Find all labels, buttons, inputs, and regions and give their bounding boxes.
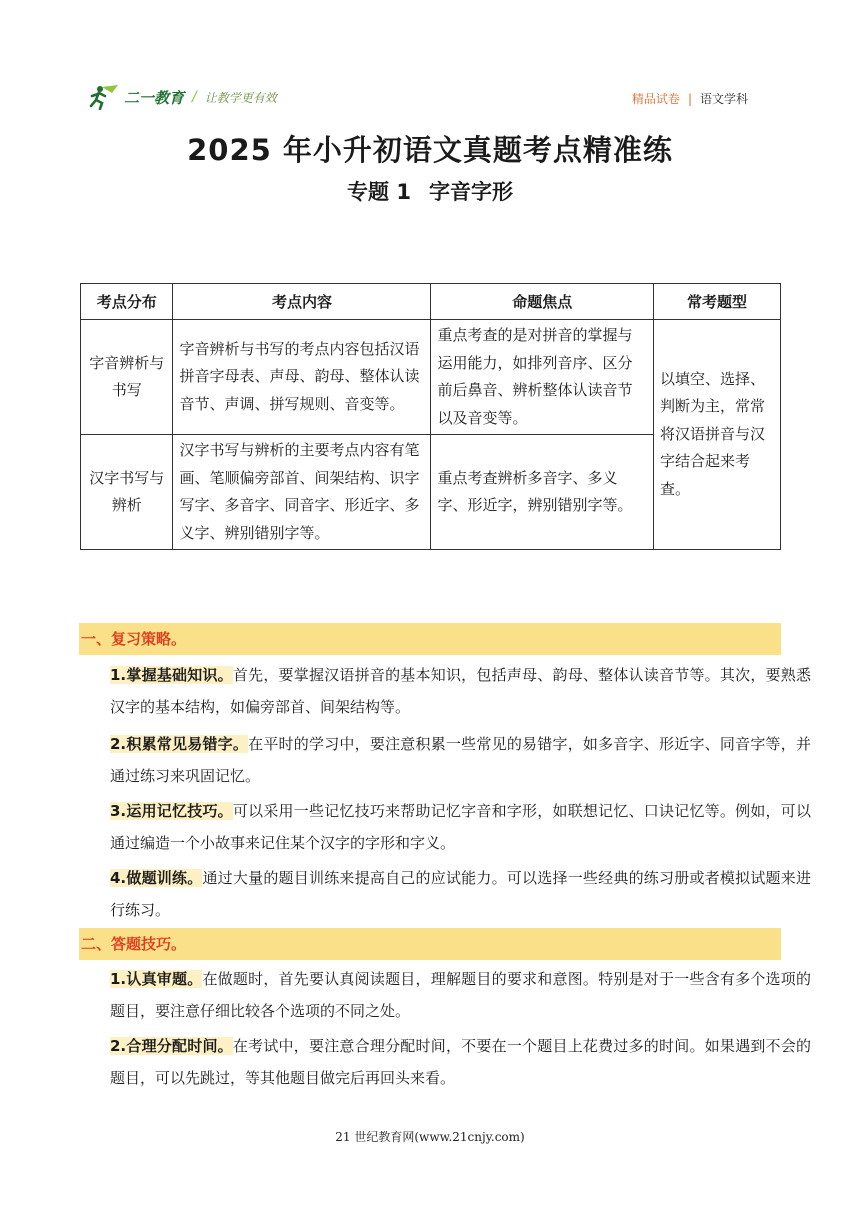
tag-premium-paper: 精品试卷: [631, 92, 680, 106]
table-header-row: [81, 284, 781, 320]
item-text: 可以采用一些记忆技巧来帮助记忆字音和字形，如联想记忆、口诀记忆等。例如，可以通过编造一个小故事来记住某个汉字的字形和字义。: [110, 802, 811, 852]
item-lead: 2.合理分配时间。: [110, 1037, 233, 1055]
section-heading-review: 一、复习策略。: [79, 623, 781, 655]
item-text: 通过大量的题目训练来提高自己的应试能力。可以选择一些经典的练习册或者模拟试题来进行练习。: [110, 869, 811, 919]
page-subtitle: [0, 176, 860, 206]
item-lead: 4.做题训练。: [110, 869, 203, 887]
item-lead: 2.积累常见易错字。: [110, 735, 249, 753]
tag-subject: 语文学科: [699, 92, 748, 106]
item-lead: 3.运用记忆技巧。: [110, 802, 233, 820]
page-footer: 21 世纪教育网(www.21cnjy.com): [335, 1130, 525, 1144]
review-item: [80, 728, 811, 792]
table-cell-topic: 汉字书写与辨析: [81, 435, 173, 550]
table-row: [81, 320, 781, 435]
tips-item: [80, 963, 811, 1027]
review-item: [80, 659, 811, 723]
table-cell-focus: 重点考查辨析多音字、多义字、形近字，辨别错别字等。: [431, 435, 653, 550]
item-lead: 1.认真审题。: [110, 970, 203, 988]
table-header: 命题焦点: [431, 284, 653, 320]
table-cell-focus: 重点考查的是对拼音的掌握与运用能力，如排列音序、区分前后鼻音、辨析整体认读音节以及音变等。: [431, 320, 653, 435]
item-text: 在平时的学习中，要注意积累一些常见的易错字，如多音字、形近字、同音字等，并通过练习来巩固记忆。: [110, 735, 811, 785]
table-cell-content: 字音辨析与书写的考点内容包括汉语拼音字母表、声母、韵母、整体认读音节、声调、拼写规则、音变等。: [173, 320, 431, 435]
table-header: 考点内容: [173, 284, 431, 320]
item-text: 在考试中，要注意合理分配时间，不要在一个题目上花费过多的时间。如果遇到不会的题目，可以先跳过，等其他题目做完后再回头来看。: [110, 1037, 811, 1087]
header-tags: [632, 90, 748, 107]
table-cell-content: 汉字书写与辨析的主要考点内容有笔画、笔顺偏旁部首、间架结构、识字写字、多音字、同音字、形近字、多义字、辨别错别字等。: [173, 435, 431, 550]
subtitle-name: 字音字形: [428, 180, 513, 204]
tips-item: [80, 1030, 811, 1094]
review-item: [80, 862, 811, 926]
table-cell-question-type: 以填空、选择、判断为主，常常将汉语拼音与汉字结合起来考查。: [653, 320, 780, 550]
review-item: [80, 795, 811, 859]
tag-divider: |: [687, 91, 692, 106]
table-header: 考点分布: [81, 284, 173, 320]
runner-logo-icon: [88, 84, 122, 110]
subtitle-prefix: 专题 1: [347, 180, 411, 204]
page-title: 2025 年小升初语文真题考点精准练: [187, 133, 673, 167]
page-header: [88, 84, 748, 110]
item-lead: 1.掌握基础知识。: [110, 666, 233, 684]
table-header: 常考题型: [653, 284, 780, 320]
brand-logo: [88, 84, 277, 110]
brand-name: 二一教育: [124, 88, 185, 107]
exam-points-table: [80, 283, 781, 550]
section-heading-tips: 二、答题技巧。: [79, 928, 781, 960]
item-text: 在做题时，首先要认真阅读题目，理解题目的要求和意图。特别是对于一些含有多个选项的题目，要注意仔细比较各个选项的不同之处。: [110, 970, 811, 1020]
item-text: 首先，要掌握汉语拼音的基本知识，包括声母、韵母、整体认读音节等。其次，要熟悉汉字的基本结构，如偏旁部首、间架结构等。: [110, 666, 811, 716]
brand-slogan: 让教学更有效: [204, 90, 277, 105]
logo-separator: /: [192, 89, 197, 105]
table-cell-topic: 字音辨析与书写: [81, 320, 173, 435]
